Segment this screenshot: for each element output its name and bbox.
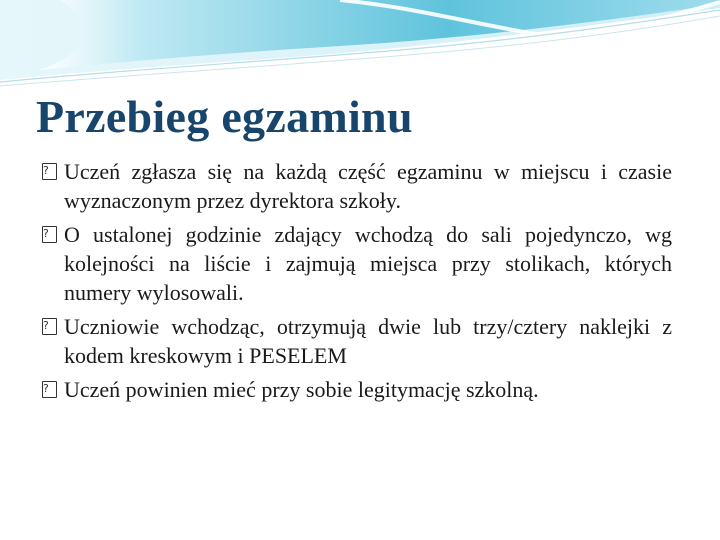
bullet-list (42, 157, 672, 409)
missing-glyph-box-icon: ? (42, 226, 57, 243)
bullet-item (42, 157, 672, 215)
wave-front (40, 0, 720, 70)
bullet-text: O ustalonej godzinie zdający wchodzą do sali pojedynczo, wg kolejności na liście i zajmują miejsca przy stolikach, których numery wylosowali. (64, 222, 672, 305)
missing-glyph-box-icon: ? (42, 318, 57, 335)
bullet-item (42, 220, 672, 307)
bullet-item (42, 312, 672, 370)
missing-glyph-box-icon: ? (42, 163, 57, 180)
bullet-text: Uczeń powinien mieć przy sobie legitymację szkolną. (64, 377, 539, 402)
bullet-text: Uczniowie wchodząc, otrzymują dwie lub trzy/cztery naklejki z kodem kreskowym i PESELEM (64, 314, 672, 368)
bullet-text: Uczeń zgłasza się na każdą część egzaminu w miejscu i czasie wyznaczonym przez dyrektora szkoły. (64, 159, 672, 213)
bullet-item (42, 375, 672, 404)
header-wave-decoration (0, 0, 720, 90)
missing-glyph-box-icon: ? (42, 381, 57, 398)
slide-title: Przebieg egzaminu (36, 91, 413, 142)
